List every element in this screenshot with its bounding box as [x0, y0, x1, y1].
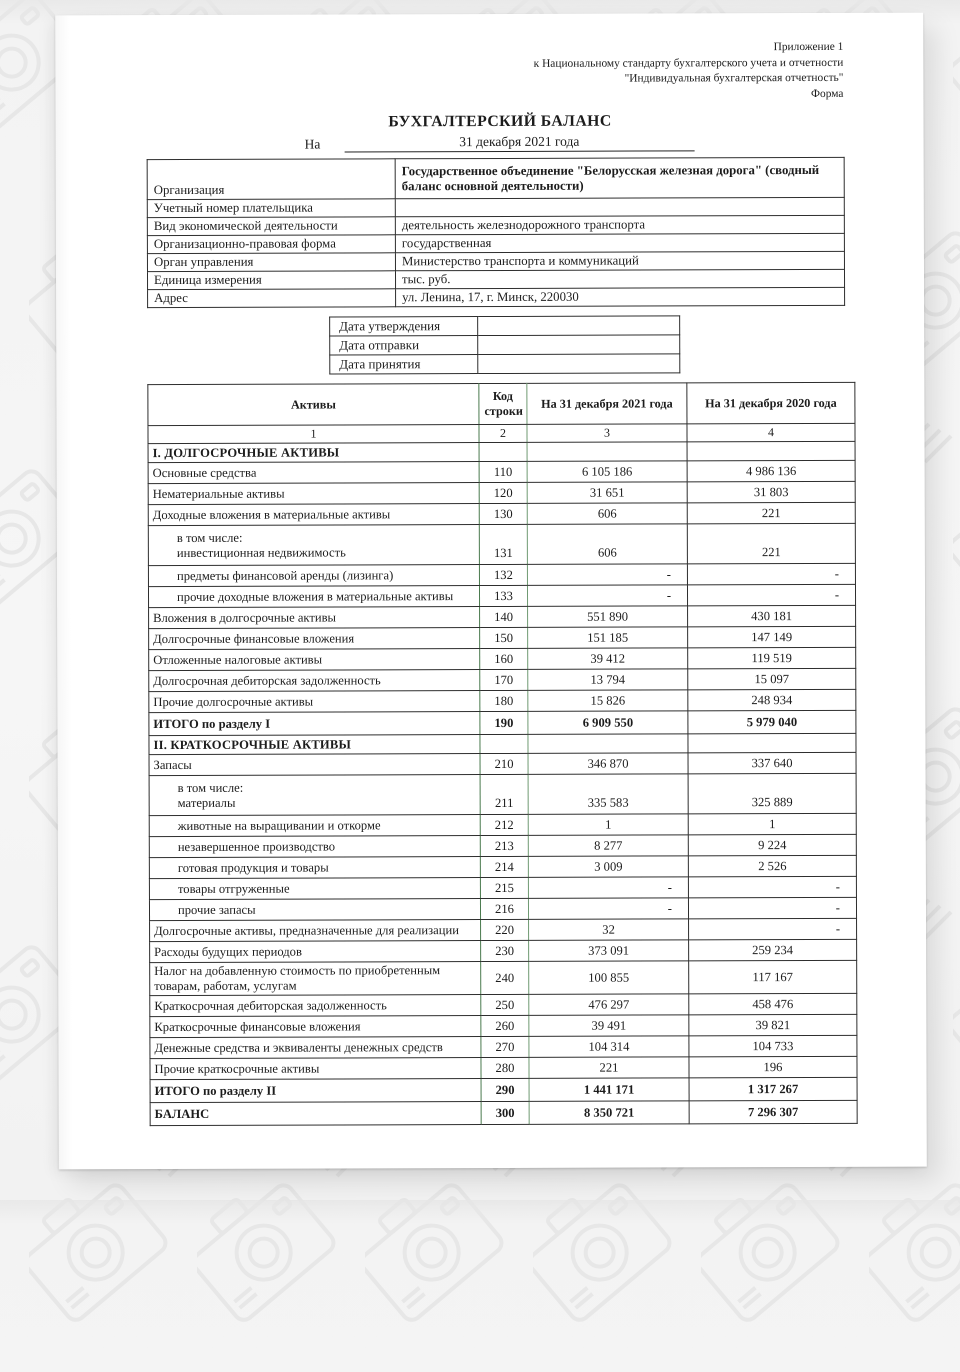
date-prefix: На [304, 136, 321, 152]
value-2021: 1 [528, 814, 688, 836]
form-note-line: Форма [811, 87, 844, 100]
form-note-line: к Национальному стандарту бухгалтерского учета и отчетности [533, 56, 844, 70]
row-code: 220 [481, 920, 529, 941]
report-date-line [147, 133, 854, 153]
balance-row [150, 1015, 857, 1038]
row-code: 132 [479, 565, 527, 586]
balance-row [149, 835, 856, 858]
col-number: 2 [479, 425, 527, 443]
empty-cell [480, 735, 528, 754]
document-content [146, 40, 856, 1127]
value-2021: 39 412 [528, 648, 688, 670]
column-numbering-row [148, 424, 855, 444]
balance-row [149, 774, 856, 816]
row-code: 130 [479, 504, 527, 525]
value-2020: 147 149 [688, 627, 856, 649]
row-code: 160 [480, 649, 528, 670]
org-info-row [147, 234, 844, 254]
value-2020: 117 167 [689, 961, 857, 995]
empty-cell [687, 442, 855, 462]
row-label: БАЛАНС [150, 1102, 481, 1126]
row-label-text: материалы [177, 795, 236, 810]
value-2020: 1 [688, 814, 856, 836]
value-2020: 39 821 [689, 1015, 857, 1037]
row-code: 150 [480, 628, 528, 649]
section-row [149, 734, 856, 755]
report-date: 31 декабря 2021 года [344, 134, 694, 153]
row-label: прочие доходные вложения в материальные активы [148, 586, 479, 608]
col-header-2020: На 31 декабря 2020 года [687, 383, 855, 425]
row-label: Вложения в долгосрочные активы [149, 607, 480, 629]
date-label: Дата принятия [330, 355, 478, 374]
empty-cell [527, 442, 687, 462]
row-label-text: инвестиционная недвижимость [176, 545, 346, 560]
balance-row [150, 1101, 857, 1126]
value-2020: 119 519 [688, 648, 856, 670]
row-label: прочие запасы [149, 899, 480, 921]
balance-row [149, 877, 856, 900]
empty-cell [479, 443, 527, 462]
col-header-assets: Активы [148, 384, 479, 426]
row-label: Долгосрочные финансовые вложения [149, 628, 480, 650]
balance-row [149, 648, 856, 671]
value-2021: 39 491 [529, 1015, 689, 1037]
row-code: 260 [481, 1016, 529, 1037]
row-label: предметы финансовой аренды (лизинга) [148, 565, 479, 587]
balance-row [149, 669, 856, 692]
value-2021: - [527, 585, 687, 607]
row-code: 131 [479, 525, 527, 565]
date-label: Дата отправки [330, 336, 478, 355]
balance-row [150, 1036, 857, 1059]
org-info-value: ул. Ленина, 17, г. Минск, 220030 [396, 288, 845, 307]
value-2021: 6 105 186 [527, 461, 687, 483]
row-label: Денежные средства и эквиваленты денежных средств [150, 1037, 481, 1059]
row-label: готовая продукция и товары [149, 857, 480, 879]
section-title: I. ДОЛГОСРОЧНЫЕ АКТИВЫ [148, 443, 479, 463]
row-label: Прочие долгосрочные активы [149, 691, 480, 713]
row-code: 230 [481, 941, 529, 962]
balance-row [149, 856, 856, 879]
org-info-label: Учетный номер плательщика [147, 199, 395, 218]
row-label [149, 775, 480, 816]
row-label: ИТОГО по разделу II [150, 1079, 481, 1103]
org-info-label: Адрес [148, 289, 396, 308]
value-2020: 458 476 [689, 994, 857, 1016]
balance-table-header [148, 383, 855, 426]
row-code: 280 [481, 1058, 529, 1079]
org-info-value: тыс. руб. [395, 270, 844, 289]
org-info-label: Единица измерения [147, 271, 395, 290]
section-row [148, 442, 855, 463]
value-2020: 31 803 [687, 482, 855, 504]
row-label: Расходы будущих периодов [150, 941, 481, 963]
balance-row [149, 753, 856, 776]
camera-watermark-icon [533, 1132, 703, 1372]
row-code: 212 [480, 815, 528, 836]
balance-row [150, 994, 857, 1017]
org-info-value: Государственное объединение "Белорусская железная дорога" (сводный баланс основной деятельности) [395, 158, 844, 199]
row-label: Налог на добавленную стоимость по приобретенным товарам, работам, услугам [150, 962, 481, 996]
org-info-value: Министерство транспорта и коммуникаций [395, 252, 844, 271]
value-2020: 221 [687, 503, 855, 525]
value-2021: 3 009 [528, 856, 688, 878]
org-info-row [147, 158, 844, 200]
date-row [330, 354, 680, 374]
col-number: 1 [148, 425, 479, 444]
row-code: 210 [480, 754, 528, 775]
row-label: Краткосрочные финансовые вложения [150, 1016, 481, 1038]
balance-row [149, 814, 856, 837]
value-2021: 15 826 [528, 690, 688, 712]
value-2021: 31 651 [527, 482, 687, 504]
balance-row [148, 503, 855, 526]
value-2020: 4 986 136 [687, 461, 855, 483]
row-label-prefix: в том числе: [177, 780, 244, 795]
value-2021: 606 [527, 503, 687, 525]
balance-row [150, 919, 857, 942]
camera-watermark-icon [701, 1132, 871, 1372]
value-2020: 196 [689, 1057, 857, 1079]
balance-row [150, 1078, 857, 1103]
col-header-2021: На 31 декабря 2021 года [527, 383, 687, 425]
value-2021: 476 297 [529, 994, 689, 1016]
row-label-prefix: в том числе: [176, 530, 243, 545]
row-label: Основные средства [148, 462, 479, 484]
camera-watermark-icon [953, 0, 960, 182]
date-row [330, 316, 680, 336]
value-2021: - [528, 877, 688, 899]
date-row [330, 335, 680, 355]
form-note-line: Приложение 1 [773, 40, 844, 54]
row-code: 170 [480, 670, 528, 691]
row-label: Отложенные налоговые активы [149, 649, 480, 671]
row-code: 180 [480, 691, 528, 712]
value-2020: 15 097 [688, 669, 856, 691]
date-value [478, 316, 680, 336]
row-label: Долгосрочные активы, предназначенные для реализации [150, 920, 481, 942]
value-2020: - [687, 585, 855, 607]
row-label: Запасы [149, 754, 480, 776]
value-2020: 1 317 267 [689, 1078, 857, 1102]
col-number: 4 [687, 424, 855, 443]
row-label: Долгосрочная дебиторская задолженность [149, 670, 480, 692]
document-title: БУХГАЛТЕРСКИЙ БАЛАНС [388, 112, 612, 131]
balance-row [148, 564, 855, 587]
value-2021: 32 [529, 919, 689, 941]
value-2021: 104 314 [529, 1036, 689, 1058]
balance-row [150, 940, 857, 963]
balance-row [149, 690, 856, 713]
date-value [478, 335, 680, 355]
value-2020: 221 [687, 524, 855, 565]
value-2021: - [527, 564, 687, 586]
value-2021: 551 890 [528, 606, 688, 628]
value-2021: 373 091 [529, 940, 689, 962]
camera-watermark-icon [953, 894, 960, 1134]
row-label: товары отгруженные [149, 878, 480, 900]
value-2020: - [689, 919, 857, 941]
org-info-row [148, 288, 845, 308]
section-title: II. КРАТКОСРОЧНЫЕ АКТИВЫ [149, 735, 480, 755]
value-2021: - [528, 898, 688, 920]
value-2020: - [687, 564, 855, 586]
row-code: 140 [480, 607, 528, 628]
value-2020: 248 934 [688, 690, 856, 712]
row-code: 240 [481, 962, 529, 995]
col-number: 3 [527, 424, 687, 443]
row-label: Доходные вложения в материальные активы [148, 504, 479, 526]
balance-row [149, 606, 856, 629]
value-2021: 335 583 [528, 774, 688, 815]
row-code: 133 [479, 586, 527, 607]
row-code: 215 [480, 878, 528, 899]
row-code: 120 [479, 483, 527, 504]
date-label: Дата утверждения [330, 317, 478, 336]
row-label: Прочие краткосрочные активы [150, 1058, 481, 1080]
org-info-row [147, 216, 844, 236]
balance-sheet-document [55, 13, 927, 1170]
org-info-row [147, 252, 844, 272]
row-code: 213 [480, 836, 528, 857]
org-info-label: Вид экономической деятельности [147, 217, 395, 236]
org-info-value: государственная [395, 234, 844, 253]
org-info-value [395, 198, 844, 217]
org-info-label: Орган управления [147, 253, 395, 272]
col-header-code: Код строки [479, 384, 527, 425]
row-code: 110 [479, 462, 527, 483]
org-info-row [147, 270, 844, 290]
row-code: 211 [480, 775, 528, 815]
row-code: 300 [481, 1102, 529, 1125]
camera-watermark-icon [869, 1132, 960, 1372]
row-code: 270 [481, 1037, 529, 1058]
row-label: Краткосрочная дебиторская задолженность [150, 995, 481, 1017]
org-info-row [147, 198, 844, 218]
balance-row [149, 627, 856, 650]
value-2020: 325 889 [688, 774, 856, 815]
value-2021: 221 [529, 1057, 689, 1079]
org-info-value: деятельность железнодорожного транспорта [395, 216, 844, 235]
value-2021: 346 870 [528, 753, 688, 775]
row-code: 290 [481, 1079, 529, 1102]
value-2020: - [688, 898, 856, 920]
balance-row [149, 898, 856, 921]
balance-row [148, 482, 855, 505]
row-label: животные на выращивании и откорме [149, 815, 480, 837]
balance-row [148, 585, 855, 608]
organization-info-table [147, 157, 845, 308]
value-2021: 1 441 171 [529, 1078, 689, 1102]
value-2020: 9 224 [688, 835, 856, 857]
balance-row [149, 711, 856, 736]
balance-table [147, 382, 857, 1126]
value-2021: 606 [527, 524, 687, 565]
row-label: ИТОГО по разделу I [149, 712, 480, 736]
value-2021: 6 909 550 [528, 711, 688, 735]
value-2021: 8 350 721 [529, 1101, 689, 1125]
form-note [146, 40, 853, 105]
value-2021: 8 277 [528, 835, 688, 857]
row-label: незавершенное производство [149, 836, 480, 858]
row-label: Нематериальные активы [148, 483, 479, 505]
date-value [478, 354, 680, 374]
balance-row [150, 1057, 857, 1080]
value-2021: 151 185 [528, 627, 688, 649]
row-code: 190 [480, 712, 528, 735]
row-code: 214 [480, 857, 528, 878]
org-info-label: Организация [147, 159, 395, 200]
value-2020: 337 640 [688, 753, 856, 775]
value-2020: 104 733 [689, 1036, 857, 1058]
balance-row [148, 461, 855, 484]
form-note-line: "Индивидуальная бухгалтерская отчетность" [624, 72, 844, 85]
dates-table [329, 316, 680, 375]
value-2021: 13 794 [528, 669, 688, 691]
balance-row [150, 961, 857, 996]
org-info-label: Организационно-правовая форма [147, 235, 395, 254]
balance-row [148, 524, 855, 566]
empty-cell [688, 734, 856, 754]
value-2020: 259 234 [689, 940, 857, 962]
value-2020: 2 526 [688, 856, 856, 878]
camera-watermark-icon [953, 418, 960, 658]
value-2020: 430 181 [688, 606, 856, 628]
row-code: 250 [481, 995, 529, 1016]
value-2020: - [688, 877, 856, 899]
value-2021: 100 855 [529, 961, 689, 995]
value-2020: 5 979 040 [688, 711, 856, 735]
row-label [148, 525, 479, 566]
empty-cell [528, 734, 688, 754]
value-2020: 7 296 307 [689, 1101, 857, 1125]
row-code: 216 [480, 899, 528, 920]
